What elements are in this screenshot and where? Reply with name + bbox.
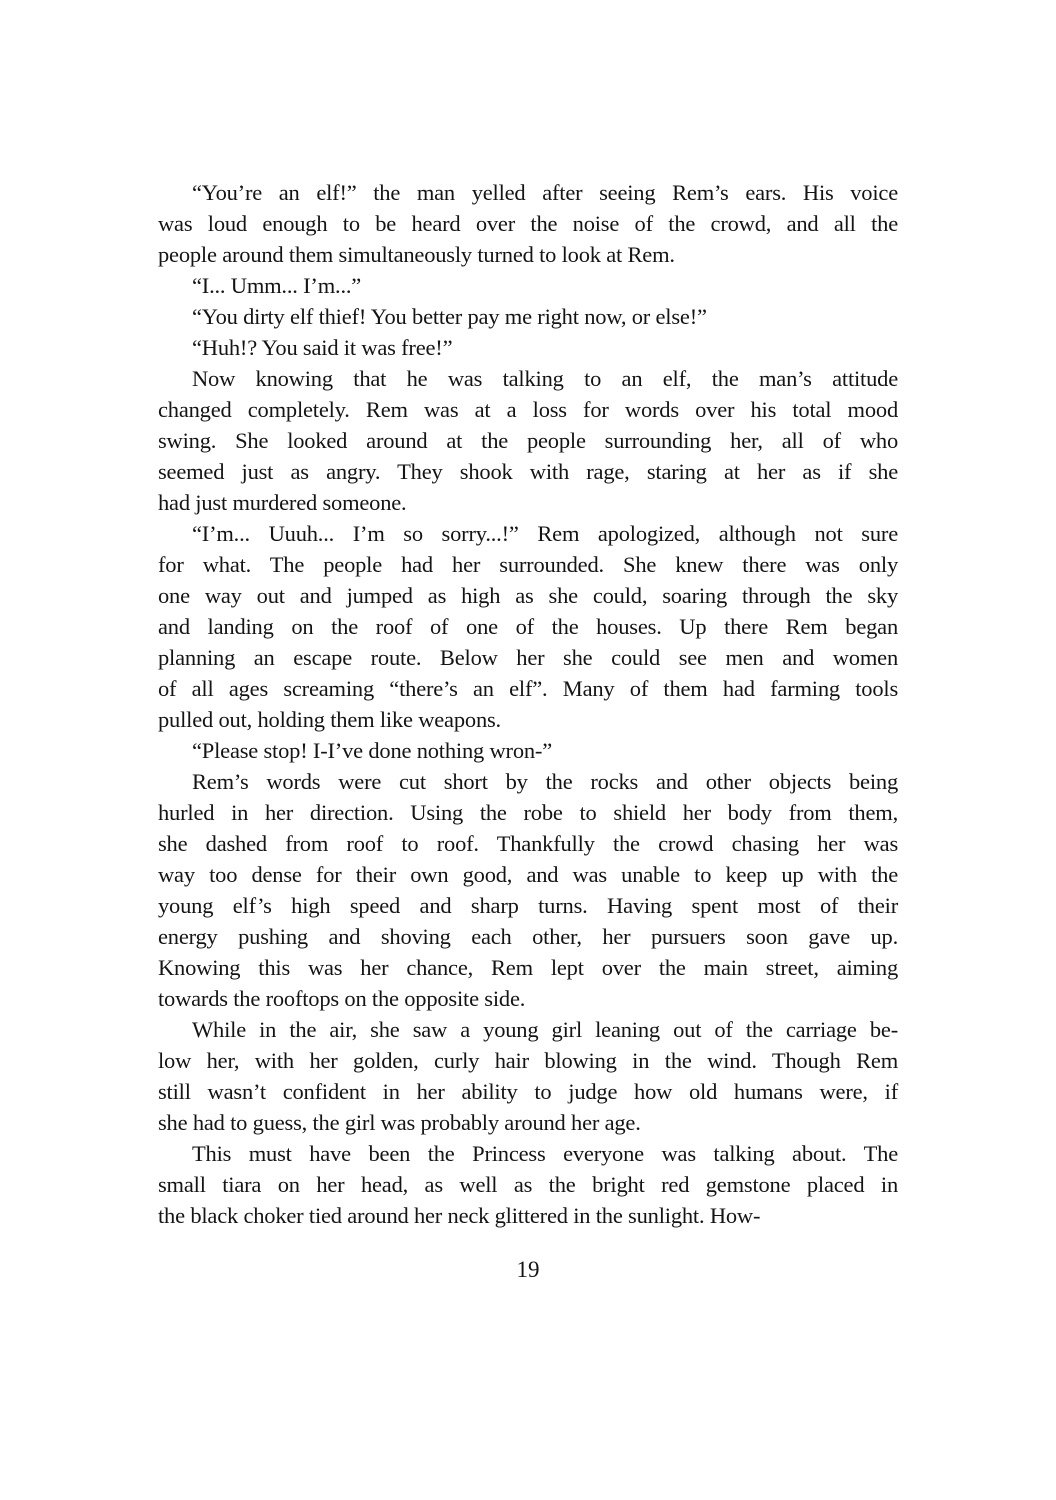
text-line: changed completely. Rem was at a loss for words over his total mood bbox=[158, 397, 898, 422]
text-line: seemed just as angry. They shook with rage, staring at her as if she bbox=[158, 459, 898, 484]
text-line: “Please stop! I-I’ve done nothing wron-” bbox=[192, 738, 553, 763]
text-line: she had to guess, the girl was probably around her age. bbox=[158, 1110, 641, 1135]
text-line: and landing on the roof of one of the houses. Up there Rem began bbox=[158, 614, 898, 639]
text-line: swing. She looked around at the people surrounding her, all of who bbox=[158, 428, 898, 453]
text-line: pulled out, holding them like weapons. bbox=[158, 707, 501, 732]
text-line: planning an escape route. Below her she could see men and women bbox=[158, 645, 898, 670]
text-line: This must have been the Princess everyone was talking about. The bbox=[192, 1141, 898, 1166]
text-line: Rem’s words were cut short by the rocks and other objects being bbox=[192, 769, 898, 794]
text-line: Knowing this was her chance, Rem lept over the main street, aiming bbox=[158, 955, 898, 980]
text-line: for what. The people had her surrounded. She knew there was only bbox=[158, 552, 898, 577]
text-line: of all ages screaming “there’s an elf”. Many of them had farming tools bbox=[158, 676, 898, 701]
text-line: energy pushing and shoving each other, her pursuers soon gave up. bbox=[158, 924, 898, 949]
text-line: small tiara on her head, as well as the bright red gemstone placed in bbox=[158, 1172, 898, 1197]
page-number: 19 bbox=[516, 1257, 540, 1282]
text-line: “You dirty elf thief! You better pay me right now, or else!” bbox=[192, 304, 707, 329]
text-line: low her, with her golden, curly hair blowing in the wind. Though Rem bbox=[158, 1048, 898, 1073]
text-line: “Huh!? You said it was free!” bbox=[192, 335, 453, 360]
text-line: way too dense for their own good, and was unable to keep up with the bbox=[158, 862, 898, 887]
text-line: one way out and jumped as high as she could, soaring through the sky bbox=[158, 583, 898, 608]
text-line: the black choker tied around her neck glittered in the sunlight. How- bbox=[158, 1203, 761, 1228]
text-line: While in the air, she saw a young girl leaning out of the carriage be- bbox=[192, 1017, 898, 1042]
text-line: hurled in her direction. Using the robe to shield her body from them, bbox=[158, 800, 898, 825]
text-line: people around them simultaneously turned to look at Rem. bbox=[158, 242, 675, 267]
text-line: Now knowing that he was talking to an elf, the man’s attitude bbox=[192, 366, 898, 391]
text-line: was loud enough to be heard over the noise of the crowd, and all the bbox=[158, 211, 898, 236]
text-line: had just murdered someone. bbox=[158, 490, 407, 515]
text-block bbox=[158, 177, 898, 1231]
text-line: young elf’s high speed and sharp turns. Having spent most of their bbox=[158, 893, 898, 918]
text-line: still wasn’t confident in her ability to judge how old humans were, if bbox=[158, 1079, 898, 1104]
text-line: towards the rooftops on the opposite side. bbox=[158, 986, 526, 1011]
text-line: “I’m... Uuuh... I’m so sorry...!” Rem apologized, although not sure bbox=[192, 521, 898, 546]
text-line: she dashed from roof to roof. Thankfully the crowd chasing her was bbox=[158, 831, 898, 856]
text-line: “I... Umm... I’m...” bbox=[192, 273, 362, 298]
text-line: “You’re an elf!” the man yelled after seeing Rem’s ears. His voice bbox=[192, 180, 898, 205]
